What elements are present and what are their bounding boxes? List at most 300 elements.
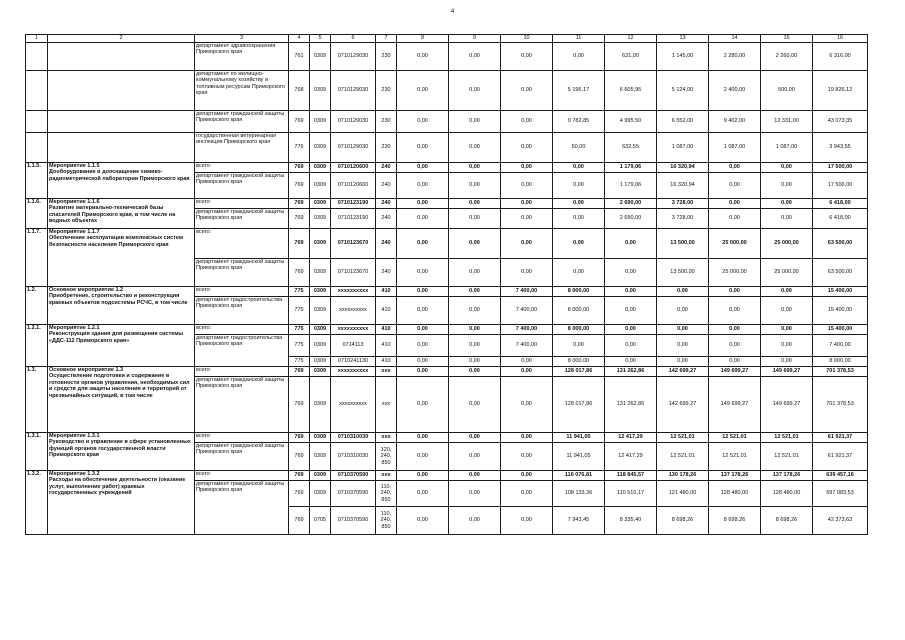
amount-cell: 0,00	[449, 357, 501, 367]
amount-cell: 6 316,00	[813, 43, 868, 71]
amount-cell: 0,00	[501, 377, 553, 433]
amount-cell: 7 400,00	[501, 335, 553, 357]
amount-cell: 0,00	[449, 335, 501, 357]
measure-title: Мероприятие 1.2.1	[49, 325, 100, 331]
amount-cell: 1 087,00	[709, 133, 761, 163]
header-cell: 4	[289, 35, 310, 43]
amount-cell: 632,55	[605, 133, 657, 163]
amount-cell: 8 698,26	[761, 507, 813, 535]
target-article-code: xxxxxxxxxx	[331, 377, 376, 433]
executor-cell: всего:	[195, 199, 289, 209]
amount-cell: 0,00	[553, 43, 605, 71]
amount-cell: 0,00	[501, 133, 553, 163]
amount-cell: 121 480,00	[657, 481, 709, 507]
header-cell: 2	[48, 35, 195, 43]
expense-type-code: 410	[376, 335, 397, 357]
ministry-code: 768	[289, 71, 310, 111]
section-code: 0309	[310, 325, 331, 335]
target-article-code: 0710129030	[331, 111, 376, 133]
amount-cell: 12 521,01	[761, 433, 813, 443]
amount-cell: 2 260,00	[761, 43, 813, 71]
expense-type-code: xxx	[376, 471, 397, 481]
amount-cell: 1 179,06	[605, 173, 657, 199]
amount-cell: 0,00	[761, 199, 813, 209]
amount-cell: 131 262,86	[605, 377, 657, 433]
amount-cell: 137 178,26	[761, 471, 813, 481]
amount-cell: 0,00	[605, 259, 657, 287]
amount-cell: 0,00	[501, 71, 553, 111]
measure-cell	[48, 433, 195, 471]
ministry-code: 769	[289, 433, 310, 443]
expense-type-code: 230	[376, 133, 397, 163]
ministry-code: 769	[289, 229, 310, 259]
section-code: 0309	[310, 443, 331, 471]
amount-cell: 149 699,27	[709, 367, 761, 377]
amount-cell: 137 178,26	[709, 471, 761, 481]
section-code: 0309	[310, 209, 331, 229]
amount-cell: 2 280,00	[709, 43, 761, 71]
amount-cell: 12 331,00	[761, 111, 813, 133]
row-number: 1.2.1.	[26, 325, 48, 367]
expense-type-code: 240	[376, 259, 397, 287]
executor-cell: всего:	[195, 433, 289, 443]
amount-cell: 0,00	[397, 173, 449, 199]
target-article-code: 0714113	[331, 335, 376, 357]
measure-description: Развитие материально-технической базы спасателей Приморского края, в том числе на водных объектах	[49, 205, 176, 225]
amount-cell: 63 500,00	[813, 229, 868, 259]
target-article-code: 0710310030	[331, 433, 376, 443]
ministry-code: 769	[289, 209, 310, 229]
measure-title: Основное мероприятие 1.3	[49, 367, 124, 373]
amount-cell: 13 500,00	[657, 259, 709, 287]
table-row	[26, 199, 868, 209]
amount-cell: 0,00	[449, 111, 501, 133]
target-article-code: 0710310030	[331, 443, 376, 471]
executor-cell: всего:	[195, 287, 289, 297]
amount-cell: 0,00	[397, 297, 449, 325]
amount-cell: 0,00	[449, 173, 501, 199]
amount-cell: 0,00	[605, 357, 657, 367]
header-cell: 13	[657, 35, 709, 43]
expense-type-code: xxx	[376, 433, 397, 443]
ministry-code: 769	[289, 507, 310, 535]
target-article-code: 0710370590	[331, 507, 376, 535]
amount-cell: 8 000,00	[553, 357, 605, 367]
amount-cell: 0,00	[709, 335, 761, 357]
expense-type-code: 410	[376, 297, 397, 325]
amount-cell: 0,00	[449, 163, 501, 173]
amount-cell: 128 017,86	[553, 377, 605, 433]
expense-type-code: 240	[376, 163, 397, 173]
amount-cell: 6 552,00	[657, 111, 709, 133]
ministry-code: 775	[289, 297, 310, 325]
target-article-code: 0710129030	[331, 71, 376, 111]
target-article-code: 0710123190	[331, 199, 376, 209]
row-number: 1.3.2.	[26, 471, 48, 535]
section-code: 0309	[310, 133, 331, 163]
amount-cell: 0,00	[501, 471, 553, 481]
measure-title: Основное мероприятие 1.2	[49, 287, 124, 293]
amount-cell: 0,00	[553, 173, 605, 199]
ministry-code: 775	[289, 357, 310, 367]
amount-cell: 0,00	[761, 325, 813, 335]
expense-type-code: 230	[376, 43, 397, 71]
amount-cell: 0,00	[449, 443, 501, 471]
target-article-code: 0710129030	[331, 133, 376, 163]
amount-cell: 7 400,00	[501, 325, 553, 335]
amount-cell: 116 076,81	[553, 471, 605, 481]
executor-cell: всего:	[195, 325, 289, 335]
amount-cell: 0,00	[761, 209, 813, 229]
header-cell: 5	[310, 35, 331, 43]
amount-cell: 43 073,35	[813, 111, 868, 133]
amount-cell: 108 133,36	[553, 481, 605, 507]
ministry-code: 769	[289, 163, 310, 173]
section-code: 0309	[310, 471, 331, 481]
amount-cell: 12 521,01	[709, 433, 761, 443]
executor-cell: всего:	[195, 471, 289, 481]
amount-cell: 11 941,05	[553, 433, 605, 443]
amount-cell: 61 921,37	[813, 433, 868, 443]
amount-cell: 16 320,94	[657, 173, 709, 199]
target-article-code: 0710120600	[331, 163, 376, 173]
measure-cell	[48, 367, 195, 433]
amount-cell: 13 500,00	[657, 229, 709, 259]
section-code: 0309	[310, 433, 331, 443]
amount-cell: 639 457,16	[813, 471, 868, 481]
amount-cell: 0,00	[397, 443, 449, 471]
expense-type-code: xxx	[376, 367, 397, 377]
executor-cell: государственная ветеринарная инспекция Приморского края	[195, 133, 289, 163]
amount-cell: 0,00	[397, 71, 449, 111]
header-cell: 11	[553, 35, 605, 43]
expense-type-code: 240	[376, 229, 397, 259]
amount-cell: 0,00	[501, 507, 553, 535]
page-number: 4	[450, 9, 455, 15]
expense-type-code: 230	[376, 111, 397, 133]
row-number: 1.2.	[26, 287, 48, 325]
amount-cell: 0,00	[501, 209, 553, 229]
amount-cell: 0,00	[449, 229, 501, 259]
expense-type-code: 120, 240, 850	[376, 443, 397, 471]
amount-cell: 0,00	[397, 133, 449, 163]
amount-cell: 0,00	[761, 335, 813, 357]
ministry-code: 775	[289, 335, 310, 357]
amount-cell: 12 521,01	[761, 443, 813, 471]
measure-description: Расходы на обеспечение деятельности (оказание услуг, выполнение работ) краевых государственных учреждений	[49, 477, 186, 497]
amount-cell: 0,00	[501, 433, 553, 443]
amount-cell: 6 418,00	[813, 209, 868, 229]
amount-cell: 8 000,00	[553, 325, 605, 335]
section-code: 0309	[310, 43, 331, 71]
amount-cell: 0,00	[501, 199, 553, 209]
amount-cell: 142 699,27	[657, 377, 709, 433]
ministry-code: 769	[289, 199, 310, 209]
section-code: 0309	[310, 111, 331, 133]
expense-type-code: xxx	[376, 377, 397, 433]
amount-cell: 7 400,00	[501, 297, 553, 325]
measure-cell	[48, 287, 195, 325]
expense-type-code: 410	[376, 357, 397, 367]
measure-cell	[48, 325, 195, 367]
amount-cell: 128 480,00	[709, 481, 761, 507]
amount-cell: 6 605,95	[605, 71, 657, 111]
amount-cell: 17 500,00	[813, 163, 868, 173]
amount-cell: 130 178,26	[657, 471, 709, 481]
section-code: 0309	[310, 287, 331, 297]
row-number	[26, 111, 48, 133]
target-article-code: 0710370590	[331, 481, 376, 507]
header-cell: 3	[195, 35, 289, 43]
amount-cell: 0,00	[501, 367, 553, 377]
ministry-code: 775	[289, 287, 310, 297]
amount-cell: 6 418,00	[813, 199, 868, 209]
section-code: 0309	[310, 259, 331, 287]
executor-cell: всего:	[195, 367, 289, 377]
amount-cell: 0,00	[449, 287, 501, 297]
amount-cell: 1 087,00	[657, 133, 709, 163]
header-cell: 15	[761, 35, 813, 43]
table-row	[26, 471, 868, 481]
executor-cell: всего:	[195, 229, 289, 259]
amount-cell: 631,00	[605, 43, 657, 71]
amount-cell: 0,00	[449, 433, 501, 443]
amount-cell: 0,00	[397, 335, 449, 357]
header-cell: 9	[449, 35, 501, 43]
amount-cell: 0,00	[501, 259, 553, 287]
measure-description: Дооборудование и дооснащение химико-радиометрической лаборатории Приморского края	[49, 169, 190, 182]
executor-cell: департамент градостроительства Приморского края	[195, 297, 289, 325]
amount-cell: 0,00	[501, 111, 553, 133]
amount-cell: 16 320,94	[657, 163, 709, 173]
amount-cell: 0,00	[553, 199, 605, 209]
section-code: 0309	[310, 377, 331, 433]
amount-cell: 0,00	[501, 163, 553, 173]
executor-cell: департамент гражданской защиты Приморского края	[195, 111, 289, 133]
header-cell: 16	[813, 35, 868, 43]
amount-cell: 0,00	[657, 325, 709, 335]
section-code: 0705	[310, 507, 331, 535]
amount-cell: 0,00	[553, 335, 605, 357]
amount-cell: 19 826,12	[813, 71, 868, 111]
ministry-code: 769	[289, 443, 310, 471]
amount-cell: 0,00	[449, 325, 501, 335]
amount-cell: 3 943,55	[813, 133, 868, 163]
row-number: 1.1.7.	[26, 229, 48, 287]
amount-cell: 8 000,00	[553, 287, 605, 297]
header-cell: 10	[501, 35, 553, 43]
measure-cell	[48, 133, 195, 163]
amount-cell: 50,00	[553, 133, 605, 163]
table-row	[26, 71, 868, 111]
measure-title: Мероприятие 1.1.7	[49, 229, 100, 235]
amount-cell: 0,00	[397, 209, 449, 229]
amount-cell: 0,00	[397, 229, 449, 259]
amount-cell: 0,00	[605, 229, 657, 259]
measure-cell	[48, 43, 195, 71]
amount-cell: 0,00	[397, 43, 449, 71]
amount-cell: 149 699,27	[761, 367, 813, 377]
amount-cell: 0,00	[761, 173, 813, 199]
executor-cell: департамент градостроительства Приморского края	[195, 335, 289, 367]
amount-cell: 0,00	[449, 367, 501, 377]
amount-cell: 0,00	[449, 297, 501, 325]
section-code: 0309	[310, 481, 331, 507]
amount-cell: 131 262,86	[605, 367, 657, 377]
amount-cell: 0,00	[761, 297, 813, 325]
section-code: 0309	[310, 335, 331, 357]
amount-cell: 0,00	[553, 259, 605, 287]
amount-cell: 0,00	[397, 163, 449, 173]
amount-cell: 15 400,00	[813, 287, 868, 297]
amount-cell: 0,00	[709, 199, 761, 209]
amount-cell: 42 373,63	[813, 507, 868, 535]
amount-cell: 149 699,27	[761, 377, 813, 433]
target-article-code: xxxxxxxxxx	[331, 297, 376, 325]
table-row	[26, 43, 868, 71]
expense-type-code: 410	[376, 325, 397, 335]
executor-cell: департамент по жилищно-коммунальному хозяйству и топливным ресурсам Приморского края	[195, 71, 289, 111]
header-cell: 7	[376, 35, 397, 43]
amount-cell: 11 941,05	[553, 443, 605, 471]
amount-cell: 0,00	[397, 357, 449, 367]
amount-cell: 128 017,86	[553, 367, 605, 377]
amount-cell: 8 698,26	[709, 507, 761, 535]
amount-cell: 149 699,27	[709, 377, 761, 433]
amount-cell: 0,00	[449, 133, 501, 163]
amount-cell: 3 728,00	[657, 199, 709, 209]
amount-cell: 0,00	[501, 443, 553, 471]
target-article-code: xxxxxxxxxx	[331, 287, 376, 297]
amount-cell: 8 000,00	[813, 357, 868, 367]
amount-cell: 0,00	[449, 199, 501, 209]
amount-cell: 0,00	[709, 325, 761, 335]
executor-cell: департамент гражданской защиты Приморского края	[195, 209, 289, 229]
target-article-code: 0710123190	[331, 209, 376, 229]
amount-cell: 0,00	[449, 209, 501, 229]
section-code: 0309	[310, 357, 331, 367]
table-row	[26, 111, 868, 133]
target-article-code: 0710120600	[331, 173, 376, 199]
amount-cell: 12 521,01	[657, 443, 709, 471]
executor-cell: департамент гражданской защиты Приморского края	[195, 481, 289, 535]
amount-cell: 0,00	[605, 297, 657, 325]
row-number: 1.3.	[26, 367, 48, 433]
header-cell: 1	[26, 35, 48, 43]
measure-title: Мероприятие 1.3.2	[49, 471, 100, 477]
header-cell: 8	[397, 35, 449, 43]
amount-cell: 0,00	[553, 163, 605, 173]
amount-cell: 9 782,85	[553, 111, 605, 133]
amount-cell: 2 400,00	[709, 71, 761, 111]
amount-cell: 61 921,37	[813, 443, 868, 471]
measure-cell	[48, 111, 195, 133]
amount-cell: 15 400,00	[813, 325, 868, 335]
table-row	[26, 163, 868, 173]
amount-cell: 0,00	[397, 507, 449, 535]
section-code: 0309	[310, 199, 331, 209]
amount-cell: 15 400,00	[813, 297, 868, 325]
amount-cell: 25 000,00	[709, 229, 761, 259]
amount-cell: 25 000,00	[761, 229, 813, 259]
amount-cell: 0,00	[397, 325, 449, 335]
expense-type-code: 240	[376, 173, 397, 199]
amount-cell: 0,00	[397, 377, 449, 433]
amount-cell: 0,00	[709, 173, 761, 199]
amount-cell: 0,00	[657, 287, 709, 297]
executor-cell: департамент гражданской защиты Приморского края	[195, 443, 289, 471]
ministry-code: 769	[289, 481, 310, 507]
row-number: 1.1.5.	[26, 163, 48, 199]
amount-cell: 0,00	[657, 357, 709, 367]
row-number: 1.1.6.	[26, 199, 48, 229]
amount-cell: 0,00	[657, 335, 709, 357]
amount-cell: 0,00	[449, 377, 501, 433]
amount-cell: 17 500,00	[813, 173, 868, 199]
amount-cell: 8 335,40	[605, 507, 657, 535]
section-code: 0309	[310, 163, 331, 173]
table-row	[26, 287, 868, 297]
budget-table	[25, 34, 868, 535]
amount-cell: 0,00	[449, 71, 501, 111]
measure-cell	[48, 229, 195, 287]
amount-cell: 0,00	[709, 357, 761, 367]
measure-title: Мероприятие 1.1.5	[49, 163, 100, 169]
header-cell: 14	[709, 35, 761, 43]
amount-cell: 7 400,00	[501, 287, 553, 297]
amount-cell: 7 400,00	[813, 335, 868, 357]
target-article-code: 0710370590	[331, 471, 376, 481]
amount-cell: 701 378,53	[813, 367, 868, 377]
amount-cell: 25 000,00	[761, 259, 813, 287]
amount-cell: 0,00	[605, 325, 657, 335]
ministry-code: 769	[289, 367, 310, 377]
amount-cell: 1 145,00	[657, 43, 709, 71]
row-number	[26, 71, 48, 111]
target-article-code: 0710123670	[331, 229, 376, 259]
measure-cell	[48, 163, 195, 199]
expense-type-code: 230	[376, 71, 397, 111]
target-article-code: xxxxxxxxxx	[331, 325, 376, 335]
amount-cell: 3 728,00	[657, 209, 709, 229]
measure-description: Осуществление подготовки и содержание в готовности органов управления, необходимых сил и средств для защиты населения и территорий от чрезвычайных ситуаций, в том числе	[49, 373, 190, 399]
amount-cell: 142 699,27	[657, 367, 709, 377]
amount-cell: 0,00	[449, 507, 501, 535]
amount-cell: 8 698,26	[657, 507, 709, 535]
target-article-code: 0710129030	[331, 43, 376, 71]
executor-cell: департамент гражданской защиты Приморского края	[195, 259, 289, 287]
amount-cell: 0,00	[709, 287, 761, 297]
ministry-code: 769	[289, 173, 310, 199]
expense-type-code: 110, 240, 850	[376, 481, 397, 507]
amount-cell: 0,00	[553, 209, 605, 229]
amount-cell: 701 378,53	[813, 377, 868, 433]
amount-cell: 0,00	[449, 481, 501, 507]
amount-cell: 0,00	[397, 287, 449, 297]
amount-cell: 0,00	[501, 229, 553, 259]
amount-cell: 63 500,00	[813, 259, 868, 287]
target-article-code: 0710123670	[331, 259, 376, 287]
amount-cell: 5 196,17	[553, 71, 605, 111]
amount-cell: 0,00	[761, 357, 813, 367]
amount-cell: 0,00	[397, 259, 449, 287]
table-row	[26, 433, 868, 443]
amount-cell: 128 480,00	[761, 481, 813, 507]
measure-title: Мероприятие 1.3.1	[49, 433, 100, 439]
amount-cell: 0,00	[709, 209, 761, 229]
amount-cell: 7 943,45	[553, 507, 605, 535]
amount-cell: 0,00	[709, 297, 761, 325]
